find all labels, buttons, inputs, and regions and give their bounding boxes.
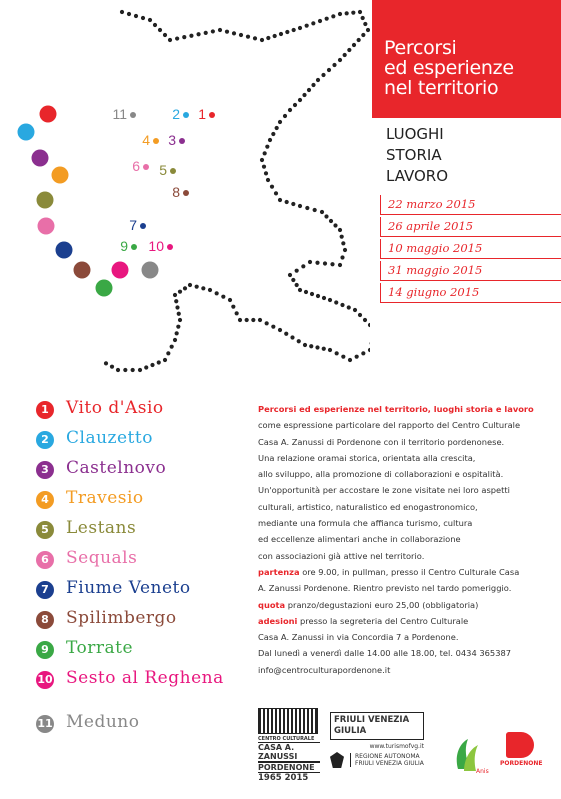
outline-dot	[328, 298, 332, 302]
outline-dot	[335, 351, 339, 355]
place-item	[36, 518, 236, 548]
outline-dot	[173, 338, 177, 342]
building-icon	[258, 708, 318, 734]
outline-dot	[239, 33, 243, 37]
place-number-badge: 8	[36, 611, 54, 629]
fvg-name: FRIULI VENEZIA GIULIA	[330, 712, 424, 740]
outline-dot	[363, 318, 367, 322]
map-marker-number: 6	[132, 158, 140, 174]
outline-dot	[308, 260, 312, 264]
map-marker-number: 9	[120, 238, 128, 254]
outline-dot	[258, 318, 262, 322]
outline-dot	[347, 48, 351, 52]
territory-map	[0, 0, 370, 390]
outline-dot	[211, 29, 215, 33]
casa-logo-line2: CASA A. ZANUSSI	[258, 742, 320, 762]
outline-dot	[177, 312, 181, 316]
outline-dot	[295, 269, 299, 273]
outline-dot	[178, 318, 182, 322]
outline-dot	[283, 114, 287, 118]
adesioni-line: Casa A. Zanussi in via Concordia 7 a Pordenone.	[258, 632, 459, 643]
desc-line: allo sviluppo, alla promozione di collaborazioni e ospitalità.	[258, 469, 504, 480]
outline-dot	[330, 262, 334, 266]
outline-dot	[316, 294, 320, 298]
outline-dot	[368, 348, 370, 352]
outline-dot	[315, 345, 319, 349]
casa-logo-line1: CENTRO CULTURALE	[258, 736, 315, 742]
ring-dot	[18, 124, 35, 141]
fvg-url[interactable]: www.turismofvg.it	[369, 743, 424, 750]
outline-dot	[305, 206, 309, 210]
map-markers	[112, 106, 215, 254]
place-number-badge: 3	[36, 461, 54, 479]
outline-dot	[351, 11, 355, 15]
outline-dot	[291, 202, 295, 206]
regione-logo	[330, 752, 426, 768]
place-item	[36, 638, 236, 668]
ring-dot	[52, 167, 69, 184]
outline-dot	[305, 24, 309, 28]
place-name: Lestans	[66, 518, 137, 538]
outline-dot	[302, 93, 306, 97]
desc-line: Una relazione oramai storica, orientata alla crescita,	[258, 452, 476, 463]
adesioni-label: adesioni	[258, 615, 298, 626]
eagle-icon	[330, 752, 344, 768]
outline-dot	[324, 214, 328, 218]
casa-zanussi-logo	[258, 708, 320, 783]
outline-dot	[253, 36, 257, 40]
outline-dot	[265, 145, 269, 149]
outline-dot	[278, 198, 282, 202]
outline-dot	[304, 290, 308, 294]
map-marker-dot	[153, 138, 159, 144]
outline-dot	[221, 295, 225, 299]
outline-dot	[331, 14, 335, 18]
outline-dot	[303, 343, 307, 347]
outline-dot	[273, 34, 277, 38]
place-name: Sesto al Reghena	[66, 668, 224, 688]
outline-dot	[290, 335, 294, 339]
outline-dot	[265, 321, 269, 325]
outline-dot	[270, 185, 274, 189]
outline-dot	[168, 38, 172, 42]
outline-dot	[285, 30, 289, 34]
places-list	[36, 398, 236, 742]
place-name: Spilimbergo	[66, 608, 177, 628]
outline-dot	[352, 43, 356, 47]
outline-dot	[104, 361, 108, 365]
desc-line: culturali, artistico, naturalistico ed enogastronomico,	[258, 501, 478, 512]
place-name: Meduno	[66, 712, 140, 732]
outline-dot	[189, 34, 193, 38]
theme-item: STORIA	[386, 146, 442, 164]
outline-dot	[340, 235, 344, 239]
outline-dot	[343, 53, 347, 57]
outline-dot	[334, 300, 338, 304]
place-number-badge: 11	[36, 715, 54, 733]
desc-line: come espressione particolare del rapporto del Centro Culturale	[258, 420, 521, 431]
place-item	[36, 668, 236, 712]
regione-line1: REGIONE AUTONOMA	[355, 753, 420, 760]
outline-dot	[291, 278, 295, 282]
outline-dot	[361, 33, 365, 37]
outline-dot	[182, 35, 186, 39]
outline-dot	[175, 305, 179, 309]
partenza-text: ore 9.00, in pullman, presso il Centro Culturale Casa	[299, 566, 520, 577]
outline-dot	[123, 368, 127, 372]
map-marker-dot	[179, 138, 185, 144]
outline-dot	[309, 344, 313, 348]
outline-dot	[310, 292, 314, 296]
place-item	[36, 428, 236, 458]
ring-dot	[112, 262, 129, 279]
outline-dot	[170, 345, 174, 349]
outline-dot	[340, 255, 344, 259]
outline-dot	[262, 165, 266, 169]
map-marker-dot	[131, 244, 137, 250]
adesioni-text: presso la segreteria del Centro Culturale	[297, 615, 469, 626]
adesioni-line: Dal lunedì a venerdì dalle 14.00 alle 18.00, tel. 0434 365387	[258, 648, 512, 659]
map-marker-number: 4	[142, 132, 150, 148]
outline-dot	[361, 351, 365, 355]
casa-logo-years: 1965 2015	[258, 773, 309, 783]
outline-dot	[292, 28, 296, 32]
outline-dot	[325, 17, 329, 21]
place-number-badge: 4	[36, 491, 54, 509]
outline-dot	[175, 36, 179, 40]
outline-dot	[231, 305, 235, 309]
map-outline	[104, 10, 370, 372]
outline-dot	[368, 323, 370, 327]
theme-item: LAVORO	[386, 167, 449, 185]
outline-dot	[298, 98, 302, 102]
outline-dot	[363, 22, 367, 26]
outline-dot	[175, 331, 179, 335]
partenza-label: partenza	[258, 566, 300, 577]
outline-dot	[355, 355, 359, 359]
outline-dot	[120, 10, 124, 14]
place-number-badge: 6	[36, 551, 54, 569]
outline-dot	[341, 241, 345, 245]
dates-list	[380, 195, 561, 305]
outline-dot	[144, 365, 148, 369]
outline-dot	[176, 325, 180, 329]
desc-line: Un'opportunità per accostare le zone visitate nei loro aspetti	[258, 485, 510, 496]
quota-text: pranzo/degustazioni euro 25,00 (obbligatoria)	[285, 599, 479, 610]
outline-dot	[318, 19, 322, 23]
outline-dot	[271, 325, 275, 329]
outline-dot	[163, 33, 167, 37]
place-name: Castelnovo	[66, 458, 167, 478]
outline-dot	[141, 16, 145, 20]
outline-dot	[298, 288, 302, 292]
place-item	[36, 548, 236, 578]
outline-dot	[188, 283, 192, 287]
outline-dot	[361, 16, 365, 20]
outline-dot	[307, 88, 311, 92]
map-marker-dot	[143, 164, 149, 170]
outline-dot	[338, 58, 342, 62]
place-item	[36, 488, 236, 518]
outline-dot	[260, 38, 264, 42]
outline-dot	[301, 264, 305, 268]
outline-dot	[329, 219, 333, 223]
place-name: Vito d'Asio	[66, 398, 164, 418]
pordenone-mark-icon	[506, 732, 534, 758]
outline-dot	[266, 178, 270, 182]
outline-dot	[278, 328, 282, 332]
outline-dot	[263, 151, 267, 155]
email-link[interactable]: info@centroculturapordenone.it	[258, 664, 391, 675]
place-number-badge: 9	[36, 641, 54, 659]
outline-dot	[323, 261, 327, 265]
outline-dot	[311, 83, 315, 87]
outline-dot	[338, 12, 342, 16]
map-marker-dot	[183, 112, 189, 118]
place-item	[36, 578, 236, 608]
outline-dot	[251, 318, 255, 322]
map-marker-number: 8	[172, 184, 180, 200]
outline-dot	[343, 248, 347, 252]
outline-dot	[274, 191, 278, 195]
outline-dot	[284, 332, 288, 336]
place-item	[36, 458, 236, 488]
map-marker-dot	[170, 168, 176, 174]
ring-dot	[38, 218, 55, 235]
intro-heading: Percorsi ed esperienze nel territorio, luoghi storia e lavoro	[258, 404, 534, 414]
outline-dot	[321, 73, 325, 77]
outline-dot	[116, 368, 120, 372]
outline-dot	[357, 38, 361, 42]
place-number-badge: 2	[36, 431, 54, 449]
outline-dot	[178, 290, 182, 294]
outline-dot	[298, 204, 302, 208]
outline-dot	[297, 339, 301, 343]
outline-dot	[264, 171, 268, 175]
place-number-badge: 5	[36, 521, 54, 539]
outline-dot	[278, 120, 282, 124]
map-marker-number: 11	[112, 106, 127, 122]
header-title-line: nel territorio	[384, 77, 499, 99]
outline-dot	[225, 30, 229, 34]
outline-dot	[338, 228, 342, 232]
map-marker-dot	[209, 112, 215, 118]
outline-dot	[298, 26, 302, 30]
place-item	[36, 398, 236, 428]
desc-line: con associazioni già attive nel territorio.	[258, 550, 425, 561]
themes-list	[386, 124, 448, 187]
outline-dot	[204, 31, 208, 35]
map-marker-dot	[140, 223, 146, 229]
map-marker-number: 1	[198, 106, 206, 122]
header-title	[384, 38, 554, 98]
description	[258, 401, 558, 678]
outline-dot	[201, 286, 205, 290]
outline-dot	[313, 208, 317, 212]
outline-dot	[279, 32, 283, 36]
map-marker-number: 7	[129, 217, 137, 233]
map-marker-number: 3	[168, 132, 176, 148]
date-item: 10 maggio 2015	[380, 239, 561, 259]
outline-dot	[163, 358, 167, 362]
place-number-badge: 10	[36, 671, 54, 689]
pordenone-logo	[500, 732, 543, 782]
outline-dot	[131, 368, 135, 372]
header-title-line: ed esperienze	[384, 57, 514, 79]
svg-text:Anis: Anis	[476, 768, 489, 775]
outline-dot	[322, 296, 326, 300]
ring-dot	[74, 262, 91, 279]
outline-dot	[235, 311, 239, 315]
date-item: 14 giugno 2015	[380, 283, 561, 303]
outline-dot	[288, 108, 292, 112]
outline-dot	[293, 103, 297, 107]
place-item	[36, 608, 236, 638]
place-number-badge: 1	[36, 401, 54, 419]
desc-line: Casa A. Zanussi di Pordenone con il territorio pordenonese.	[258, 436, 505, 447]
outline-dot	[266, 36, 270, 40]
outline-dot	[196, 32, 200, 36]
agenda-anis-logo	[450, 735, 490, 775]
partenza-text-2: A. Zanussi Pordenone. Rientro previsto nel tardo pomeriggio.	[258, 583, 512, 594]
place-name: Torrate	[66, 638, 134, 658]
ring-dot	[32, 150, 49, 167]
outline-dot	[150, 363, 154, 367]
outline-dot	[333, 223, 337, 227]
outline-dot	[347, 305, 351, 309]
outline-dot	[338, 263, 342, 267]
header-title-line: Percorsi	[384, 37, 457, 59]
outline-dot	[341, 355, 345, 359]
date-item: 26 aprile 2015	[380, 217, 561, 237]
outline-dot	[322, 347, 326, 351]
map-marker-number: 5	[159, 162, 167, 178]
outline-dot	[268, 138, 272, 142]
outline-dot	[285, 200, 289, 204]
outline-dot	[348, 358, 352, 362]
fvg-tourism-logo	[330, 712, 424, 750]
ring-dot	[37, 192, 54, 209]
map-dot-ring	[18, 106, 159, 297]
date-item: 31 maggio 2015	[380, 261, 561, 281]
outline-dot	[358, 313, 362, 317]
outline-dot	[288, 273, 292, 277]
outline-dot	[332, 63, 336, 67]
desc-line: ed eccellenze alimentari anche in collaborazione	[258, 534, 461, 545]
outline-dot	[366, 28, 370, 32]
outline-dot	[275, 126, 279, 130]
map-marker-number: 10	[148, 238, 164, 254]
outline-dot	[148, 18, 152, 22]
outline-dot	[232, 31, 236, 35]
map-marker-dot	[130, 112, 136, 118]
outline-dot	[173, 293, 177, 297]
outline-dot	[295, 283, 299, 287]
outline-dot	[358, 10, 362, 14]
date-item: 22 marzo 2015	[380, 195, 561, 215]
desc-line: mediante una formula che affianca turismo, cultura	[258, 518, 473, 529]
outline-dot	[166, 351, 170, 355]
outline-dot	[110, 365, 114, 369]
place-item	[36, 712, 236, 742]
outline-dot	[238, 318, 242, 322]
outline-dot	[195, 285, 199, 289]
outline-dot	[218, 28, 222, 32]
outline-dot	[328, 348, 332, 352]
place-name: Fiume Veneto	[66, 578, 191, 598]
outline-dot	[320, 210, 324, 214]
place-name: Travesio	[66, 488, 144, 508]
place-number-badge: 7	[36, 581, 54, 599]
outline-dot	[158, 28, 162, 32]
ring-dot	[142, 262, 159, 279]
outline-dot	[315, 261, 319, 265]
outline-dot	[345, 11, 349, 15]
outline-dot	[245, 318, 249, 322]
place-name: Clauzetto	[66, 428, 153, 448]
theme-item: LUOGHI	[386, 125, 444, 143]
outline-dot	[353, 308, 357, 312]
ring-dot	[96, 280, 113, 297]
outline-dot	[215, 291, 219, 295]
outline-dot	[228, 298, 232, 302]
map-marker-number: 2	[172, 106, 180, 122]
outline-dot	[340, 303, 344, 307]
outline-dot	[127, 12, 131, 16]
casa-logo-line3: PORDENONE	[258, 762, 320, 773]
ring-dot	[56, 242, 73, 259]
outline-dot	[316, 78, 320, 82]
outline-dot	[327, 68, 331, 72]
ring-dot	[40, 106, 57, 123]
outline-dot	[183, 286, 187, 290]
outline-dot	[174, 299, 178, 303]
outline-dot	[311, 21, 315, 25]
quota-label: quota	[258, 599, 286, 610]
map-marker-dot	[167, 244, 173, 250]
regione-line2: FRIULI VENEZIA GIULIA	[355, 760, 424, 767]
map-marker-dot	[183, 190, 189, 196]
outline-dot	[271, 132, 275, 136]
outline-dot	[260, 158, 264, 162]
place-name: Sequals	[66, 548, 138, 568]
outline-dot	[138, 368, 142, 372]
outline-dot	[134, 14, 138, 18]
outline-dot	[208, 288, 212, 292]
pordenone-text: PORDENONE	[500, 760, 543, 767]
outline-dot	[246, 35, 250, 39]
outline-dot	[153, 23, 157, 27]
outline-dot	[157, 360, 161, 364]
